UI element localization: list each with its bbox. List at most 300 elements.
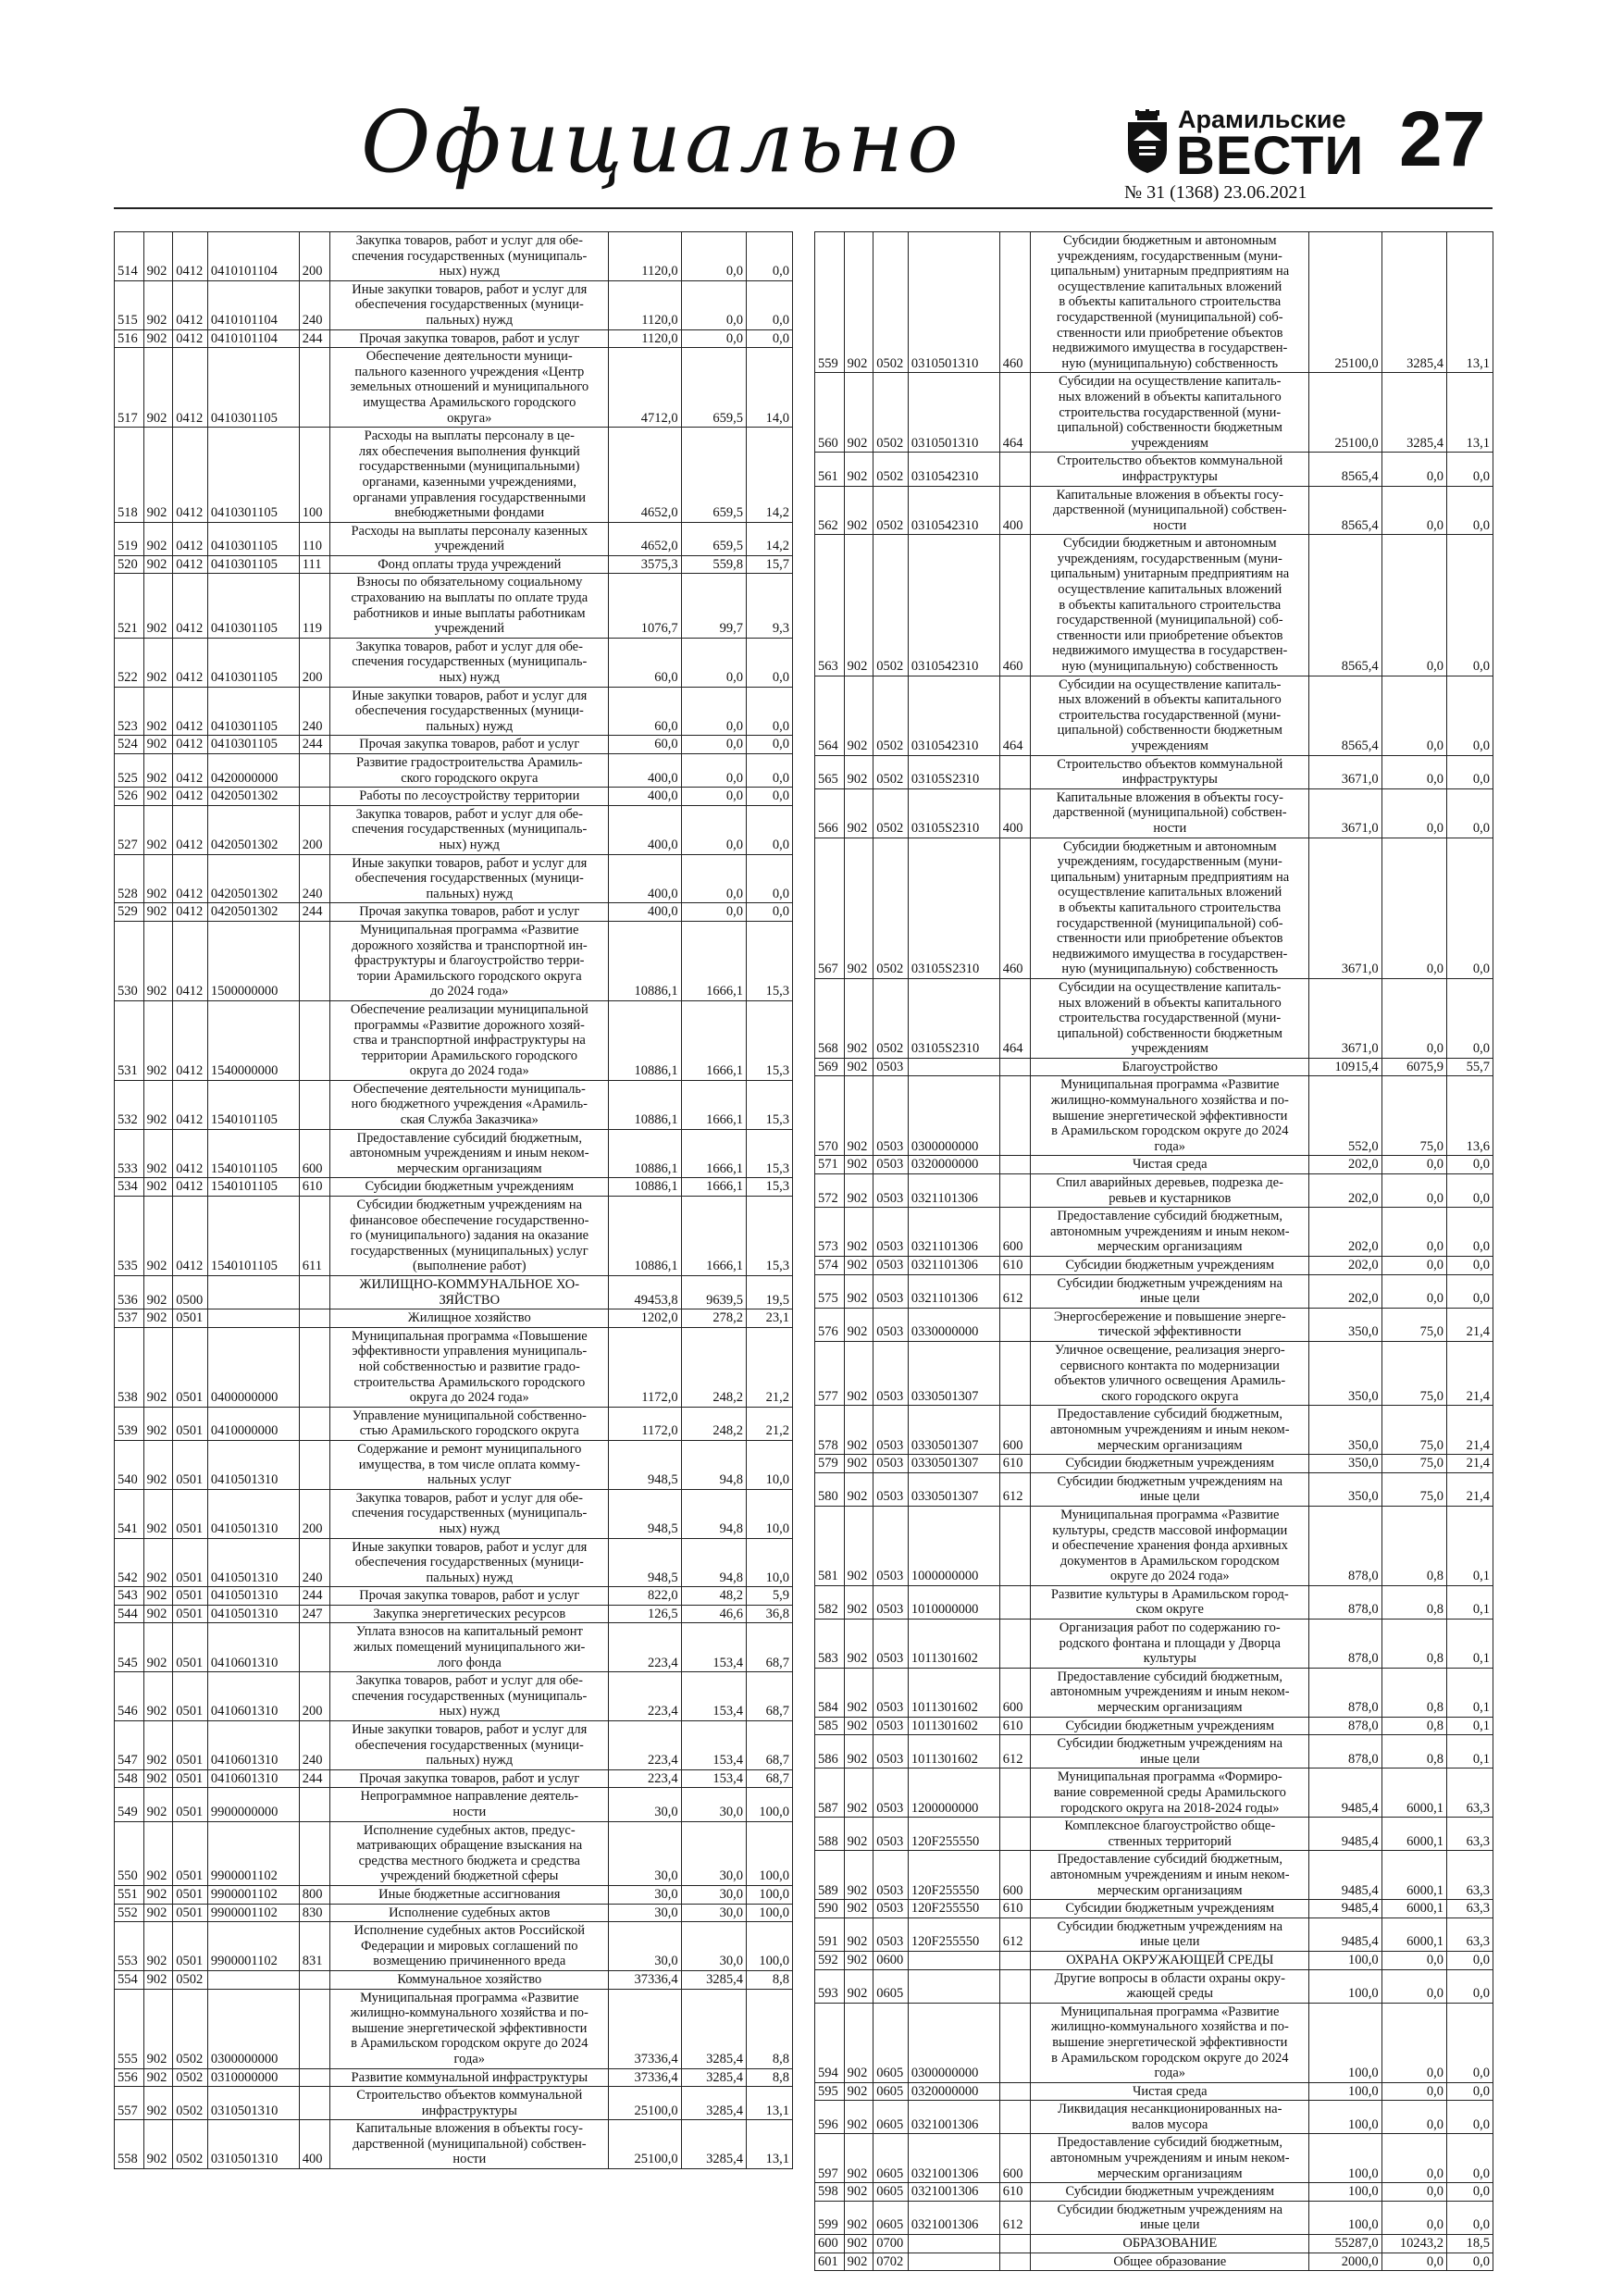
left-column (114, 231, 793, 2169)
expense-type-code: 600 (299, 1129, 330, 1178)
grbs-code: 902 (143, 1276, 173, 1309)
executed-amount: 0,0 (681, 805, 746, 854)
row-number: 566 (815, 788, 845, 838)
executed-amount: 0,0 (1381, 2253, 1446, 2271)
planned-amount: 878,0 (1309, 1668, 1381, 1717)
executed-amount: 30,0 (681, 1788, 746, 1821)
planned-amount: 30,0 (609, 1904, 681, 1922)
row-number: 536 (115, 1276, 144, 1309)
planned-amount: 10915,4 (1309, 1058, 1381, 1076)
table-row (115, 1769, 793, 1788)
item-name: Закупка энергетических ресурсов (330, 1605, 609, 1623)
execution-percent: 0,0 (1446, 2082, 1493, 2101)
target-article-code: 0310542310 (908, 453, 999, 486)
execution-percent: 8,8 (746, 1989, 792, 2068)
item-name: ОБРАЗОВАНИЕ (1031, 2235, 1309, 2253)
item-name: Организация работ по содержанию го- родского фонтана и площади у Дворца культуры (1031, 1620, 1309, 1669)
section-code: 0700 (873, 2235, 909, 2253)
executed-amount: 75,0 (1381, 1341, 1446, 1405)
expense-type-code: 610 (999, 2183, 1031, 2202)
execution-percent: 0,0 (746, 754, 792, 788)
executed-amount: 0,0 (1381, 1174, 1446, 1208)
table-row (115, 1407, 793, 1440)
coat-of-arms-icon (1124, 109, 1171, 174)
item-name: Субсидии на осуществление капиталь- ных вложений в объекты капитального строительства государственной (муни- ципальной) собственности бюджетным учреждениям (1031, 978, 1309, 1058)
execution-percent: 21,4 (1446, 1406, 1493, 1455)
expense-type-code: 610 (999, 1455, 1031, 1473)
expense-type-code: 610 (999, 1717, 1031, 1735)
table-row (815, 1969, 1493, 2003)
item-name: Муниципальная программа «Развитие жилищно-коммунального хозяйства и по- вышение энергетической эффективности в Арамильском городском округе до 2024 года» (330, 1989, 609, 2068)
grbs-code: 902 (844, 1274, 873, 1308)
execution-percent: 0,0 (1446, 1208, 1493, 1257)
row-number: 533 (115, 1129, 144, 1178)
table-row (115, 348, 793, 428)
row-number: 543 (115, 1587, 144, 1606)
target-article-code: 1010000000 (908, 1585, 999, 1619)
execution-percent: 0,0 (1446, 755, 1493, 788)
item-name: Обеспечение реализации муниципальной программы «Развитие дорожного хозяй- ства и транспортной инфраструктуры на территории Арамильского городского округа до 2024 года» (330, 1000, 609, 1080)
expense-type-code: 111 (299, 555, 330, 574)
row-number: 554 (115, 1970, 144, 1989)
table-row (115, 2068, 793, 2087)
expense-type-code: 240 (299, 854, 330, 903)
row-number: 577 (815, 1341, 845, 1405)
section-code: 0501 (173, 1721, 208, 1770)
row-number: 534 (115, 1178, 144, 1197)
planned-amount: 100,0 (1309, 2003, 1381, 2082)
section-code: 0502 (873, 676, 909, 755)
section-code: 0503 (873, 1156, 909, 1174)
target-article-code: 0410501310 (207, 1440, 299, 1489)
planned-amount: 878,0 (1309, 1717, 1381, 1735)
target-article-code: 0310501310 (207, 2120, 299, 2169)
expense-type-code (299, 2087, 330, 2120)
item-name: Предоставление субсидий бюджетным, автономным учреждениям и иным неком- мерческим организациям (1031, 1851, 1309, 1900)
planned-amount: 878,0 (1309, 1620, 1381, 1669)
table-row (815, 1818, 1493, 1851)
section-code: 0503 (873, 1308, 909, 1341)
expense-type-code: 612 (999, 2201, 1031, 2234)
row-number: 582 (815, 1585, 845, 1619)
planned-amount: 400,0 (609, 754, 681, 788)
executed-amount: 0,8 (1381, 1506, 1446, 1585)
execution-percent: 0,0 (1446, 1156, 1493, 1174)
executed-amount: 0,0 (681, 854, 746, 903)
table-row (115, 1129, 793, 1178)
table-row (815, 232, 1493, 373)
item-name: Благоустройство (1031, 1058, 1309, 1076)
target-article-code: 0410601310 (207, 1769, 299, 1788)
row-number: 585 (815, 1717, 845, 1735)
item-name: Субсидии бюджетным учреждениям (1031, 1455, 1309, 1473)
row-number: 561 (815, 453, 845, 486)
row-number: 565 (815, 755, 845, 788)
item-name: Субсидии бюджетным учреждениям (1031, 1900, 1309, 1918)
grbs-code: 902 (844, 1257, 873, 1275)
table-row (815, 453, 1493, 486)
item-name: Капитальные вложения в объекты госу- дарственной (муниципальной) собствен- ности (330, 2120, 609, 2169)
target-article-code (908, 1969, 999, 2003)
expense-type-code (299, 1623, 330, 1672)
item-name: Содержание и ремонт муниципального имущества, в том числе оплата комму- нальных услуг (330, 1440, 609, 1489)
expense-type-code (999, 2082, 1031, 2101)
expense-type-code (299, 1000, 330, 1080)
row-number: 528 (115, 854, 144, 903)
grbs-code: 902 (844, 1735, 873, 1769)
expense-type-code (299, 788, 330, 806)
planned-amount: 878,0 (1309, 1735, 1381, 1769)
grbs-code: 902 (143, 2087, 173, 2120)
issue-info: № 31 (1368) 23.06.2021 (1124, 182, 1307, 203)
target-article-code: 0310501310 (207, 2087, 299, 2120)
item-name: Субсидии бюджетным учреждениям на иные цели (1031, 1917, 1309, 1951)
expense-type-code (999, 755, 1031, 788)
planned-amount: 9485,4 (1309, 1851, 1381, 1900)
execution-percent: 0,0 (1446, 2134, 1493, 2183)
planned-amount: 126,5 (609, 1605, 681, 1623)
grbs-code: 902 (844, 1208, 873, 1257)
row-number: 590 (815, 1900, 845, 1918)
grbs-code: 902 (143, 903, 173, 922)
target-article-code: 0420501302 (207, 854, 299, 903)
budget-table-left (114, 231, 793, 2169)
row-number: 522 (115, 638, 144, 687)
row-number: 578 (815, 1406, 845, 1455)
grbs-code: 902 (143, 805, 173, 854)
planned-amount: 30,0 (609, 1922, 681, 1971)
item-name: Иные закупки товаров, работ и услуг для обеспечения государственных (муници- пальных) нужд (330, 1721, 609, 1770)
target-article-code: 0321001306 (908, 2183, 999, 2202)
target-article-code: 0320000000 (908, 1156, 999, 1174)
target-article-code: 0310501310 (908, 232, 999, 373)
table-row (815, 1208, 1493, 1257)
row-number: 586 (815, 1735, 845, 1769)
execution-percent: 63,3 (1446, 1917, 1493, 1951)
expense-type-code (999, 2003, 1031, 2082)
row-number: 583 (815, 1620, 845, 1669)
row-number: 524 (115, 736, 144, 754)
executed-amount: 6000,1 (1381, 1818, 1446, 1851)
table-row (115, 638, 793, 687)
expense-type-code: 800 (299, 1885, 330, 1904)
item-name: Прочая закупка товаров, работ и услуг (330, 736, 609, 754)
target-article-code: 0410101104 (207, 329, 299, 348)
executed-amount: 0,8 (1381, 1620, 1446, 1669)
row-number: 559 (815, 232, 845, 373)
grbs-code: 902 (844, 838, 873, 978)
expense-type-code: 200 (299, 232, 330, 281)
executed-amount: 30,0 (681, 1922, 746, 1971)
planned-amount: 1172,0 (609, 1407, 681, 1440)
section-code: 0501 (173, 1538, 208, 1587)
table-row (815, 1851, 1493, 1900)
newspaper-logo (1124, 104, 1365, 187)
executed-amount: 0,8 (1381, 1585, 1446, 1619)
execution-percent: 21,4 (1446, 1455, 1493, 1473)
grbs-code: 902 (143, 1821, 173, 1885)
expense-type-code (999, 1174, 1031, 1208)
target-article-code (908, 1951, 999, 1969)
table-row (115, 329, 793, 348)
grbs-code: 902 (143, 1080, 173, 1129)
section-code: 0503 (873, 1900, 909, 1918)
row-number: 547 (115, 1721, 144, 1770)
section-code: 0501 (173, 1821, 208, 1885)
expense-type-code: 200 (299, 805, 330, 854)
grbs-code: 902 (844, 2003, 873, 2082)
item-name: Комплексное благоустройство обще- ственных территорий (1031, 1818, 1309, 1851)
grbs-code: 902 (844, 1818, 873, 1851)
execution-percent: 0,0 (1446, 788, 1493, 838)
executed-amount: 3285,4 (681, 1989, 746, 2068)
section-title: Официально (361, 93, 962, 192)
grbs-code: 902 (844, 2253, 873, 2271)
execution-percent: 0,0 (1446, 2003, 1493, 2082)
expense-type-code (999, 1769, 1031, 1818)
grbs-code: 902 (844, 1341, 873, 1405)
grbs-code: 902 (844, 1769, 873, 1818)
row-number: 570 (815, 1076, 845, 1156)
table-row (115, 1904, 793, 1922)
execution-percent: 13,1 (746, 2087, 792, 2120)
row-number: 599 (815, 2201, 845, 2234)
grbs-code: 902 (844, 1174, 873, 1208)
item-name: Исполнение судебных актов Российской Федерации и мировых соглашений по возмещению причиненного вреда (330, 1922, 609, 1971)
expense-type-code: 119 (299, 574, 330, 638)
target-article-code: 03105S2310 (908, 788, 999, 838)
target-article-code: 0300000000 (908, 2003, 999, 2082)
planned-amount: 100,0 (1309, 1969, 1381, 2003)
target-article-code: 1540101105 (207, 1129, 299, 1178)
grbs-code: 902 (143, 1000, 173, 1080)
execution-percent: 0,0 (746, 805, 792, 854)
item-name: Обеспечение деятельности муници- пального казенного учреждения «Центр земельных отношений и муниципального имущества Арамильского городского округа» (330, 348, 609, 428)
table-row (815, 1668, 1493, 1717)
planned-amount: 100,0 (1309, 2201, 1381, 2234)
planned-amount: 1202,0 (609, 1309, 681, 1328)
table-row (815, 1717, 1493, 1735)
row-number: 527 (115, 805, 144, 854)
execution-percent: 10,0 (746, 1538, 792, 1587)
execution-percent: 0,1 (1446, 1735, 1493, 1769)
item-name: Субсидии бюджетным учреждениям на финансовое обеспечение государственно- го (муниципального) задания на оказание государственных (муниципальных) услуг (выполнение работ) (330, 1197, 609, 1276)
target-article-code (908, 2235, 999, 2253)
item-name: Субсидии бюджетным учреждениям на иные цели (1031, 1472, 1309, 1506)
expense-type-code: 200 (299, 1489, 330, 1538)
item-name: Субсидии на осуществление капиталь- ных вложений в объекты капитального строительства государственной (муни- ципальной) собственности бюджетным учреждениям (1031, 676, 1309, 755)
executed-amount: 6000,1 (1381, 1917, 1446, 1951)
execution-percent: 23,1 (746, 1309, 792, 1328)
item-name: Работы по лесоустройству территории (330, 788, 609, 806)
table-row (815, 2235, 1493, 2253)
section-code: 0503 (873, 1257, 909, 1275)
execution-percent: 18,5 (1446, 2235, 1493, 2253)
paper-name-small: Арамильские (1178, 105, 1346, 133)
grbs-code: 902 (844, 2201, 873, 2234)
grbs-code: 902 (844, 1076, 873, 1156)
target-article-code (207, 1276, 299, 1309)
target-article-code: 120F255550 (908, 1851, 999, 1900)
executed-amount: 0,0 (681, 232, 746, 281)
grbs-code: 902 (143, 428, 173, 523)
item-name: Чистая среда (1031, 1156, 1309, 1174)
row-number: 520 (115, 555, 144, 574)
row-number: 532 (115, 1080, 144, 1129)
planned-amount: 202,0 (1309, 1208, 1381, 1257)
executed-amount: 1666,1 (681, 1197, 746, 1276)
target-article-code: 0321001306 (908, 2101, 999, 2134)
table-row (815, 676, 1493, 755)
target-article-code: 0330501307 (908, 1472, 999, 1506)
target-article-code: 0321001306 (908, 2201, 999, 2234)
section-code: 0412 (173, 348, 208, 428)
grbs-code: 902 (844, 373, 873, 453)
grbs-code: 902 (844, 1851, 873, 1900)
execution-percent: 0,0 (1446, 486, 1493, 535)
table-row (815, 486, 1493, 535)
planned-amount: 25100,0 (1309, 232, 1381, 373)
item-name: Развитие культуры в Арамильском город- ском округе (1031, 1585, 1309, 1619)
item-name: Прочая закупка товаров, работ и услуг (330, 329, 609, 348)
item-name: Расходы на выплаты персоналу в це- лях обеспечения выполнения функций государственными (муниципальными) органами, казенными учреждениями, органами управления государственными внебюджетными фондами (330, 428, 609, 523)
row-number: 587 (815, 1769, 845, 1818)
executed-amount: 6000,1 (1381, 1769, 1446, 1818)
row-number: 529 (115, 903, 144, 922)
execution-percent: 5,9 (746, 1587, 792, 1606)
target-article-code: 0420501302 (207, 805, 299, 854)
planned-amount: 8565,4 (1309, 535, 1381, 676)
section-code: 0502 (173, 1989, 208, 2068)
item-name: Непрограммное направление деятель- ности (330, 1788, 609, 1821)
expense-type-code: 612 (999, 1472, 1031, 1506)
item-name: Энергосбережение и повышение энерге- тической эффективности (1031, 1308, 1309, 1341)
row-number: 581 (815, 1506, 845, 1585)
executed-amount: 659,5 (681, 428, 746, 523)
executed-amount: 0,0 (1381, 1951, 1446, 1969)
execution-percent: 36,8 (746, 1605, 792, 1623)
item-name: Муниципальная программа «Повышение эффективности управления муниципаль- ной собственностью и развитие градо- строительства Арамильского городского округа до 2024 года» (330, 1327, 609, 1407)
table-row (115, 1276, 793, 1309)
table-row (815, 1585, 1493, 1619)
expense-type-code: 240 (299, 1721, 330, 1770)
target-article-code: 0410601310 (207, 1672, 299, 1721)
grbs-code: 902 (844, 486, 873, 535)
grbs-code: 902 (143, 1178, 173, 1197)
table-row (115, 903, 793, 922)
grbs-code: 902 (143, 1788, 173, 1821)
section-code: 0503 (873, 1620, 909, 1669)
executed-amount: 0,0 (1381, 2183, 1446, 2202)
table-row (115, 1922, 793, 1971)
table-row (815, 1769, 1493, 1818)
target-article-code: 0410301105 (207, 348, 299, 428)
planned-amount: 400,0 (609, 854, 681, 903)
row-number: 576 (815, 1308, 845, 1341)
execution-percent: 21,2 (746, 1407, 792, 1440)
section-code: 0502 (873, 788, 909, 838)
table-row (115, 921, 793, 1000)
grbs-code: 902 (143, 736, 173, 754)
grbs-code: 902 (844, 2134, 873, 2183)
item-name: Предоставление субсидий бюджетным, автономным учреждениям и иным неком- мерческим организациям (1031, 1668, 1309, 1717)
item-name: Прочая закупка товаров, работ и услуг (330, 1587, 609, 1606)
section-code: 0412 (173, 687, 208, 736)
table-row (815, 2183, 1493, 2202)
expense-type-code (999, 1585, 1031, 1619)
table-row (815, 1472, 1493, 1506)
expense-type-code (999, 1341, 1031, 1405)
execution-percent: 15,7 (746, 555, 792, 574)
row-number: 514 (115, 232, 144, 281)
target-article-code: 0410301105 (207, 555, 299, 574)
expense-type-code: 247 (299, 1605, 330, 1623)
section-code: 0502 (873, 755, 909, 788)
row-number: 595 (815, 2082, 845, 2101)
target-article-code: 0310542310 (908, 535, 999, 676)
table-row (115, 574, 793, 638)
row-number: 598 (815, 2183, 845, 2202)
table-row (815, 2134, 1493, 2183)
executed-amount: 0,0 (681, 687, 746, 736)
grbs-code: 902 (844, 1620, 873, 1669)
row-number: 571 (815, 1156, 845, 1174)
section-code: 0605 (873, 2101, 909, 2134)
expense-type-code: 100 (299, 428, 330, 523)
expense-type-code (999, 1308, 1031, 1341)
grbs-code: 902 (143, 522, 173, 555)
grbs-code: 902 (844, 1585, 873, 1619)
target-article-code: 1540000000 (207, 1000, 299, 1080)
item-name: Предоставление субсидий бюджетным, автономным учреждениям и иным неком- мерческим организациям (330, 1129, 609, 1178)
expense-type-code (999, 2101, 1031, 2134)
executed-amount: 94,8 (681, 1440, 746, 1489)
section-code: 0412 (173, 903, 208, 922)
table-row (115, 428, 793, 523)
executed-amount: 3285,4 (1381, 232, 1446, 373)
item-name: Закупка товаров, работ и услуг для обе- спечения государственных (муниципаль- ных) нужд (330, 1672, 609, 1721)
section-code: 0501 (173, 1904, 208, 1922)
row-number: 580 (815, 1472, 845, 1506)
planned-amount: 552,0 (1309, 1076, 1381, 1156)
execution-percent: 15,3 (746, 1197, 792, 1276)
item-name: Субсидии бюджетным и автономным учреждениям, государственным (муни- ципальным) унитарным предприятиям на осуществление капитальных вложений в объекты капитального строительства государственной (муниципальной) соб- ственности или приобретение объектов недвижимого имущества в государствен- ную (муниципальную) собственность (1031, 838, 1309, 978)
row-number: 538 (115, 1327, 144, 1407)
executed-amount: 46,6 (681, 1605, 746, 1623)
executed-amount: 0,0 (1381, 2134, 1446, 2183)
planned-amount: 878,0 (1309, 1506, 1381, 1585)
expense-type-code: 400 (299, 2120, 330, 2169)
expense-type-code: 600 (999, 1851, 1031, 1900)
section-code: 0503 (873, 1406, 909, 1455)
expense-type-code (299, 1309, 330, 1328)
execution-percent: 10,0 (746, 1489, 792, 1538)
grbs-code: 902 (143, 1489, 173, 1538)
expense-type-code: 464 (999, 978, 1031, 1058)
grbs-code: 902 (143, 788, 173, 806)
item-name: Муниципальная программа «Развитие жилищно-коммунального хозяйства и по- вышение энергетической эффективности в Арамильском городском округе до 2024 года» (1031, 1076, 1309, 1156)
section-code: 0412 (173, 232, 208, 281)
expense-type-code (999, 1156, 1031, 1174)
expense-type-code: 464 (999, 373, 1031, 453)
executed-amount: 0,0 (1381, 1156, 1446, 1174)
planned-amount: 100,0 (1309, 2134, 1381, 2183)
execution-percent: 21,4 (1446, 1341, 1493, 1405)
table-row (115, 1821, 793, 1885)
target-article-code: 0310542310 (908, 486, 999, 535)
grbs-code: 902 (844, 1668, 873, 1717)
item-name: Спил аварийных деревьев, подрезка де- ревьев и кустарников (1031, 1174, 1309, 1208)
